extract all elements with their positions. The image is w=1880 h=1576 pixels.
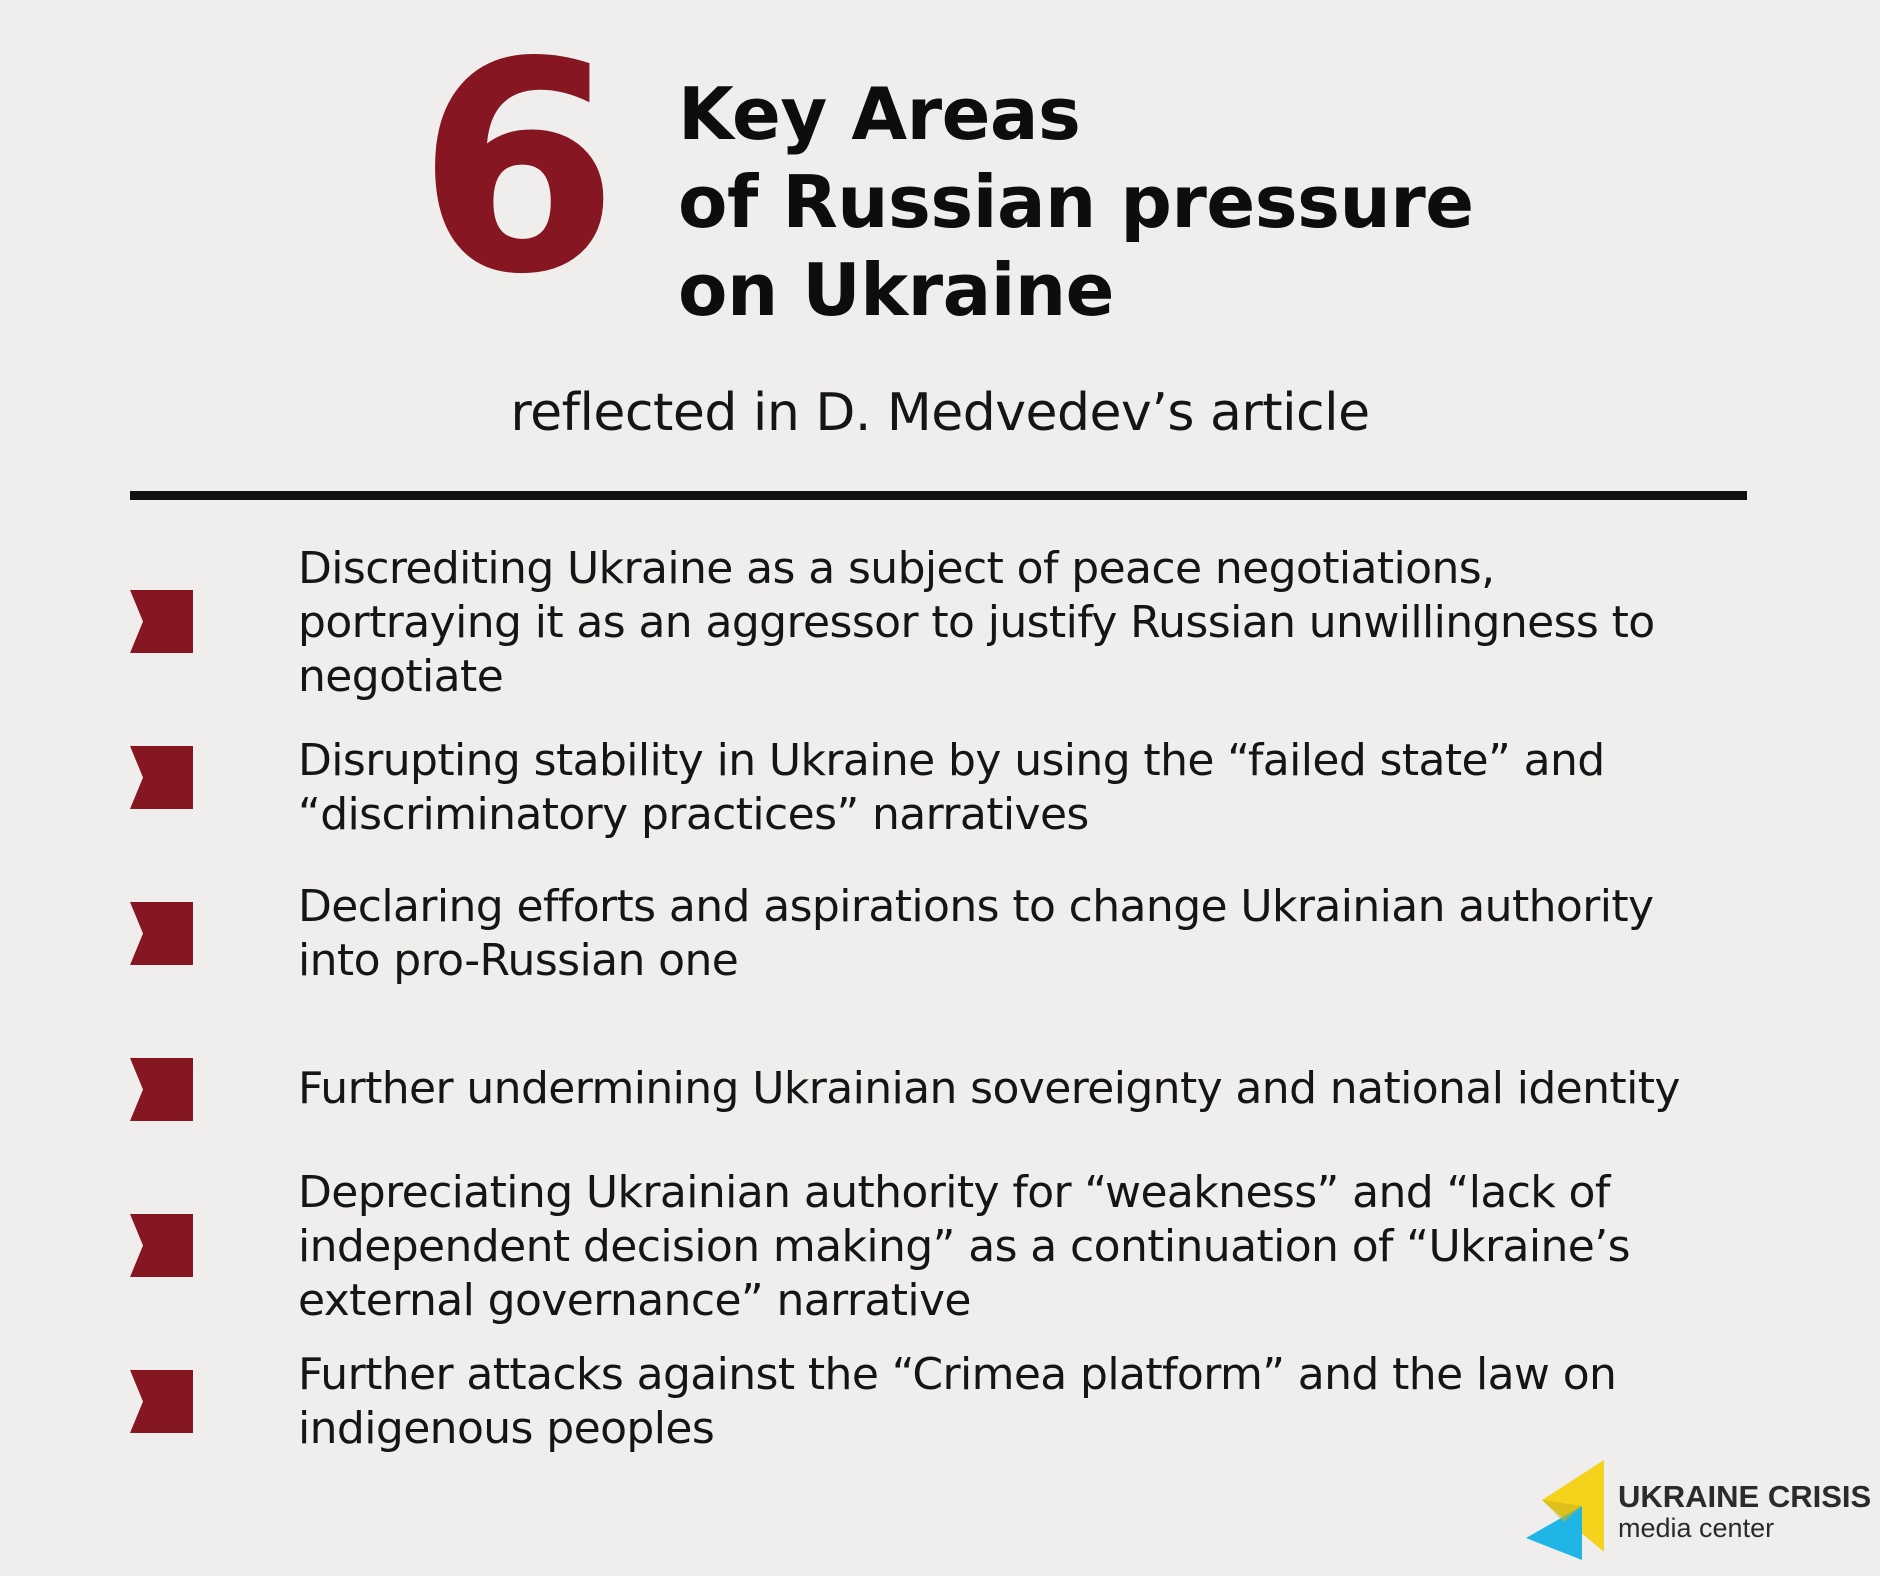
ribbon-marker-icon — [130, 902, 193, 965]
list-item-line: Discrediting Ukraine as a subject of peace negotiations, — [298, 543, 1495, 594]
list-item-line: external governance” narrative — [298, 1275, 971, 1326]
divider-rule — [130, 491, 1747, 500]
logo-name: UKRAINE CRISIS — [1618, 1479, 1872, 1514]
list-item-line: independent decision making” as a continuation of “Ukraine’s — [298, 1221, 1630, 1272]
list-item-text — [298, 1348, 1758, 1456]
list-item-line: into pro-Russian one — [298, 935, 739, 986]
list-item-line: negotiate — [298, 651, 504, 702]
list-item-text — [298, 542, 1758, 704]
logo-text — [1618, 1479, 1872, 1543]
page-title — [678, 70, 1678, 334]
page-subtitle: reflected in D. Medvedev’s article — [510, 383, 1370, 443]
ribbon-marker-icon — [130, 746, 193, 809]
list-item-line: Disrupting stability in Ukraine by using the “failed state” and — [298, 735, 1605, 786]
list-item-text — [298, 880, 1758, 988]
ribbon-marker-icon — [130, 590, 193, 653]
list-item-text — [298, 1062, 1758, 1116]
ukraine-crisis-logo — [1524, 1460, 1872, 1560]
list-item-line: Declaring efforts and aspirations to change Ukrainian authority — [298, 881, 1654, 932]
list-item-line: Further attacks against the “Crimea platform” and the law on — [298, 1349, 1617, 1400]
ribbon-marker-icon — [130, 1370, 193, 1433]
big-number-six: 6 — [417, 1, 613, 338]
ribbon-marker-icon — [130, 1058, 193, 1121]
title-line-1: Key Areas — [678, 72, 1081, 156]
list-item-line: indigenous peoples — [298, 1403, 715, 1454]
title-line-2: of Russian pressure — [678, 160, 1474, 244]
title-line-3: on Ukraine — [678, 248, 1114, 332]
list-item-line: Depreciating Ukrainian authority for “weakness” and “lack of — [298, 1167, 1610, 1218]
ukraine-crisis-logo-icon — [1524, 1460, 1604, 1560]
list-item-text — [298, 734, 1758, 842]
logo-subtitle: media center — [1618, 1513, 1775, 1543]
list-item-line: portraying it as an aggressor to justify Russian unwillingness to — [298, 597, 1655, 648]
ribbon-marker-icon — [130, 1214, 193, 1277]
list-item-line: “discriminatory practices” narratives — [298, 789, 1089, 840]
list-item-line: Further undermining Ukrainian sovereignty and national identity — [298, 1063, 1680, 1114]
list-item-text — [298, 1166, 1758, 1328]
